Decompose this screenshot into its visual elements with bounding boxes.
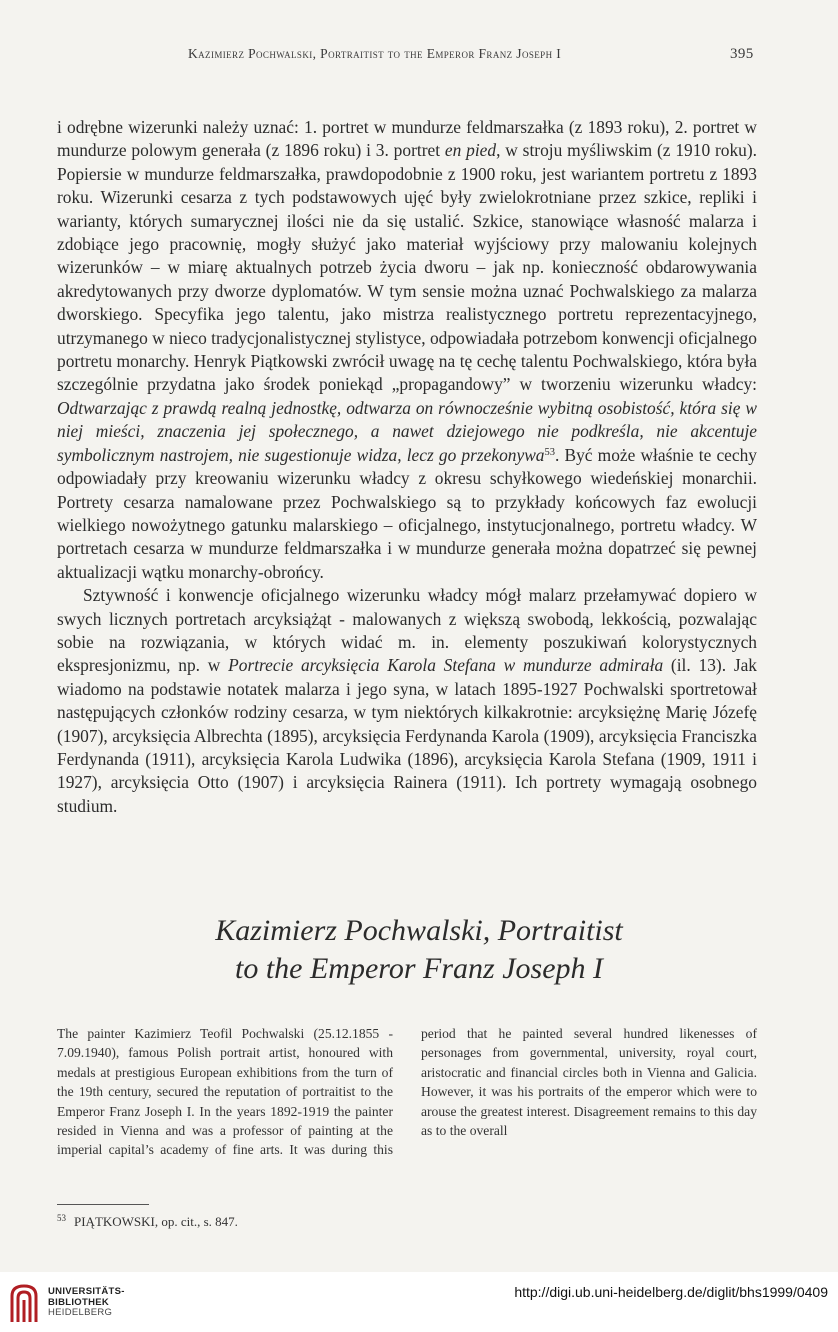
paragraph-1-italic-1: en pied — [444, 140, 497, 161]
paragraph-2-part-2: (il. 13). Jak wiadomo na podstawie notatek malarza i jego syna, w latach 1895-1927 Pochwalski sportretował następujących członków rodziny cesarza, w tym niektórych kilkakrotnie: arcyksiężnę Marię Józefę (1907), arcyksięcia Albrechta (1895), arcyksięcia Ferdynanda Karola (1909), arcyksięcia Franciszka Ferdynanda (1911), arcyksięcia Karola Ludwika (1896), arcyksięcia Karola Stefana (1909, 1911 i 1927), arcyksięcia Otto (1907) i arcyksięcia Rainera (1911). Ich portrety wymagają osobnego studium. — [57, 655, 758, 816]
paragraph-2 — [57, 584, 757, 818]
footnote-divider — [57, 1204, 149, 1205]
paragraph-1-part-1: i odrębne wizerunki należy uznać: 1. portret w mundurze feldmarszałka (z 1893 roku), 2. portret w mundurze polowym generała (z 1896 roku) i 3. portret — [57, 117, 757, 161]
library-logo-text — [48, 1287, 125, 1319]
logo-line-3: HEIDELBERG — [48, 1307, 113, 1319]
page-number: 395 — [730, 46, 754, 62]
footnote-number: 53 — [57, 1213, 66, 1223]
section-heading-line-1: Kazimierz Pochwalski, Portraitist — [215, 914, 623, 947]
paragraph-1-quote: Odtwarzając z prawdą realną jednostkę, odtwarza on równocześnie wybitną osobistość, która się w niej mieści, znaczenia jej społecznego, a nawet dziejowego nie podkreśla, nie akcentuje symbolicznym nastrojem, nie sugestionuje widza, lecz go przekonywa — [57, 397, 757, 465]
paragraph-1-part-3: . Być może właśnie te cechy odpowiadały przy kreowaniu wizerunku władcy z okresu schyłkowego wiedeńskiej monarchii. Portrety cesarza namalowane przez Pochwalskiego są to przykłady końcowych faz ewolucji wielkiego nowożytnego gatunku malarskiego – oficjalnego, instytucjonalnego, portretu władcy. W portretach cesarza w mundurze feldmarszałka i w mundurze generała można dopatrzeć się pewnej aktualizacji wątku monarchy-obrońcy. — [57, 444, 757, 582]
paragraph-1-part-2: , w stroju myśliwskim (z 1910 roku). Popiersie w mundurze feldmarszałka, prawdopodobnie z 1900 roku, jest wariantem portretu z 1893 roku. Wizerunki cesarza z tych podstawowych ujęć były zwielokrotniane przez szkice, repliki i warianty, których sumarycznej ilości nie da się ustalić. Szkice, stanowiące własność malarza i zdobiące jego pracownię, mogły służyć jako materiał wyjściowy przy malowaniu kolejnych wizerunków – w miarę aktualnych potrzeb życia dworu – jak np. konieczność obdarowywania akredytowanych przy dworze dyplomatów. W tym sensie można uznać Pochwalskiego za malarza dworskiego. Specyfika jego talentu, jako mistrza realistycznego portretu reprezentacyjnego, utrzymanego w nieco tradycjonalistycznej stylistyce, odpowiadała potrzebom konwencji oficjalnego portretu monarchy. Henryk Piątkowski zwrócił uwagę na tę cechę talentu Pochwalskiego, która była szczególnie przydatna jako środek poniekąd „propagandowy” w tworzeniu wizerunku władcy: — [57, 140, 757, 395]
main-text — [57, 116, 757, 818]
footnote-ref-53[interactable]: 53 — [544, 446, 555, 458]
source-url-link[interactable]: http://digi.ub.uni-heidelberg.de/diglit/bhs1999/0409 — [514, 1284, 828, 1300]
section-heading-line-2: to the Emperor Franz Joseph I — [235, 952, 603, 985]
paragraph-1 — [57, 116, 757, 584]
section-heading — [0, 912, 838, 988]
footnote-53 — [57, 1214, 238, 1230]
library-logo-icon — [8, 1282, 40, 1324]
english-summary — [57, 1024, 757, 1160]
paragraph-2-italic-1: Portrecie arcyksięcia Karola Stefana w mundurze admirała — [228, 655, 664, 676]
summary-text: The painter Kazimierz Teofil Pochwalski (25.12.1855 - 7.09.1940), famous Polish portrait artist, honoured with medals at prestigious European exhibitions from the turn of the 19th century, secured the reputation of portraitist to the Emperor Franz Joseph I. In the years 1892-1919 the painter resided in Vienna and was a professor of painting at the imperial capital’s academy of fine arts. It was during this period that he painted several hundred likenesses of personages from governmental, university, royal court, aristocratic and financial circles both in Vienna and Galicia. However, it was his portraits of the emperor which were to arouse the greatest interest. Disagreement remains to this day as to the overall — [57, 1026, 757, 1158]
logo-line-1: UNIVERSITÄTS- — [48, 1286, 125, 1298]
footnote-text: PIĄTKOWSKI, op. cit., s. 847. — [74, 1214, 238, 1229]
footer-bar — [0, 1272, 838, 1332]
logo-line-2: BIBLIOTHEK — [48, 1296, 110, 1308]
running-title: Kazimierz Pochwalski, Portraitist to the Emperor Franz Joseph I — [188, 46, 562, 61]
paragraph-2-part-1: Sztywność i konwencje oficjalnego wizerunku władcy mógł malarz przełamywać dopiero w swych licznych portretach arcyksiążąt - malowanych z większą swobodą, lekkością, pozwalając sobie na rozwiązania, w których widać m. in. elementy poszukiwań kolorystycznych ekspresjonizmu, np. w — [57, 585, 757, 676]
library-logo[interactable] — [8, 1282, 125, 1324]
